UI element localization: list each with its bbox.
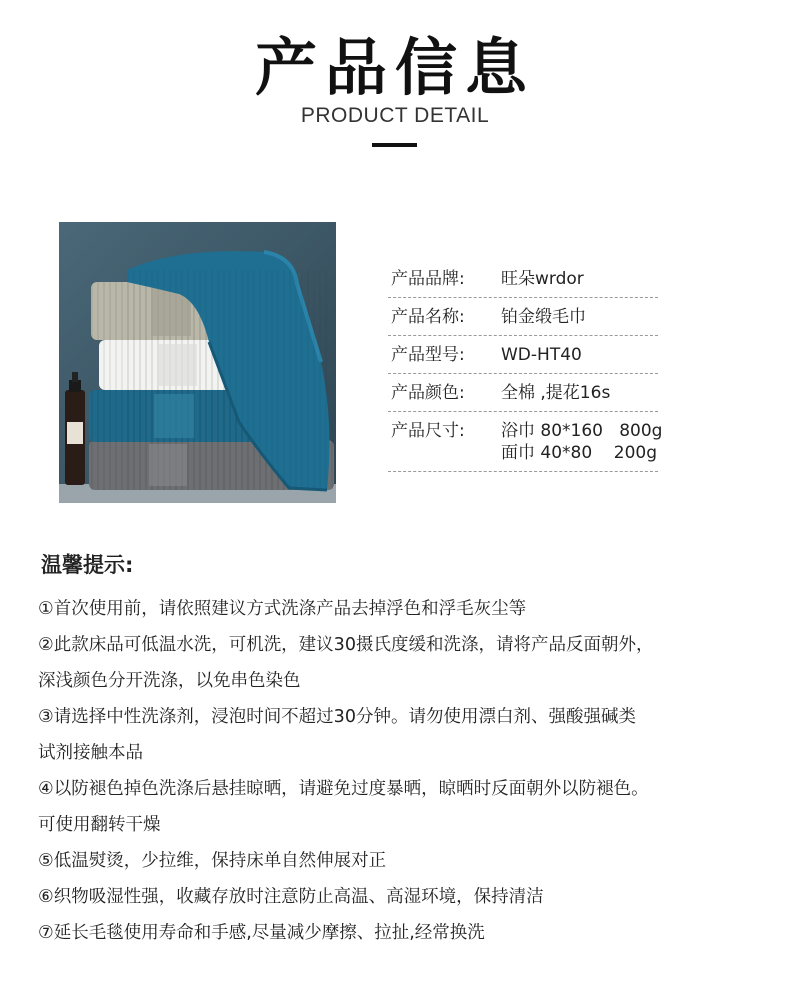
tip-line: 可使用翻转干燥 xyxy=(38,815,161,835)
tip-line: ①首次使用前，请依照建议方式洗涤产品去掉浮色和浮毛灰尘等 xyxy=(38,599,527,619)
tip-line: ④以防褪色掉色洗涤后悬挂晾晒，请避免过度暴晒，晾晒时反面朝外以防褪色。 xyxy=(38,779,649,799)
spec-row-model xyxy=(388,336,658,374)
tip-line: 深浅颜色分开洗涤，以免串色染色 xyxy=(38,671,301,691)
product-photo xyxy=(59,222,336,503)
spec-label: 产品尺寸: xyxy=(391,421,465,441)
page-subtitle: PRODUCT DETAIL xyxy=(300,104,490,127)
tip-line: ⑦延长毛毯使用寿命和手感,尽量减少摩擦、拉扯,经常换洗 xyxy=(38,923,485,943)
tip-line: ⑥织物吸湿性强，收藏存放时注意防止高温、高湿环境，保持清洁 xyxy=(38,887,544,907)
spec-label: 产品名称: xyxy=(391,307,465,327)
spec-value: 铂金缎毛巾 xyxy=(501,307,586,327)
spec-value: 全棉 ,提花16s xyxy=(501,383,611,403)
spec-value: 面巾 40*80 200g xyxy=(501,443,658,463)
spec-row-color xyxy=(388,374,658,412)
spec-value: WD-HT40 xyxy=(501,345,582,365)
page-title: 产品信息 xyxy=(254,31,535,104)
tip-line: ⑤低温熨烫，少拉维，保持床单自然伸展对正 xyxy=(38,851,387,871)
spec-row-size xyxy=(388,412,663,472)
spec-label: 产品颜色: xyxy=(391,383,465,403)
spec-row-name xyxy=(388,298,658,336)
tip-line: ②此款床品可低温水洗，可机洗，建议30摄氏度缓和洗涤，请将产品反面朝外， xyxy=(38,635,654,655)
spec-label: 产品型号: xyxy=(391,345,465,365)
tips-list xyxy=(38,591,758,951)
spec-row-brand xyxy=(388,260,658,298)
spec-label: 产品品牌: xyxy=(391,269,465,289)
spec-table xyxy=(388,260,663,472)
tips-title: 温馨提示: xyxy=(41,553,134,577)
tip-line: ③请选择中性洗涤剂，浸泡时间不超过30分钟。请勿使用漂白剂、强酸强碱类 xyxy=(38,707,636,727)
title-divider xyxy=(372,143,417,147)
spec-value: 浴巾 80*160 800g xyxy=(501,421,663,441)
spec-value: 旺朵wrdor xyxy=(501,269,584,289)
tip-line: 试剂接触本品 xyxy=(38,743,143,763)
